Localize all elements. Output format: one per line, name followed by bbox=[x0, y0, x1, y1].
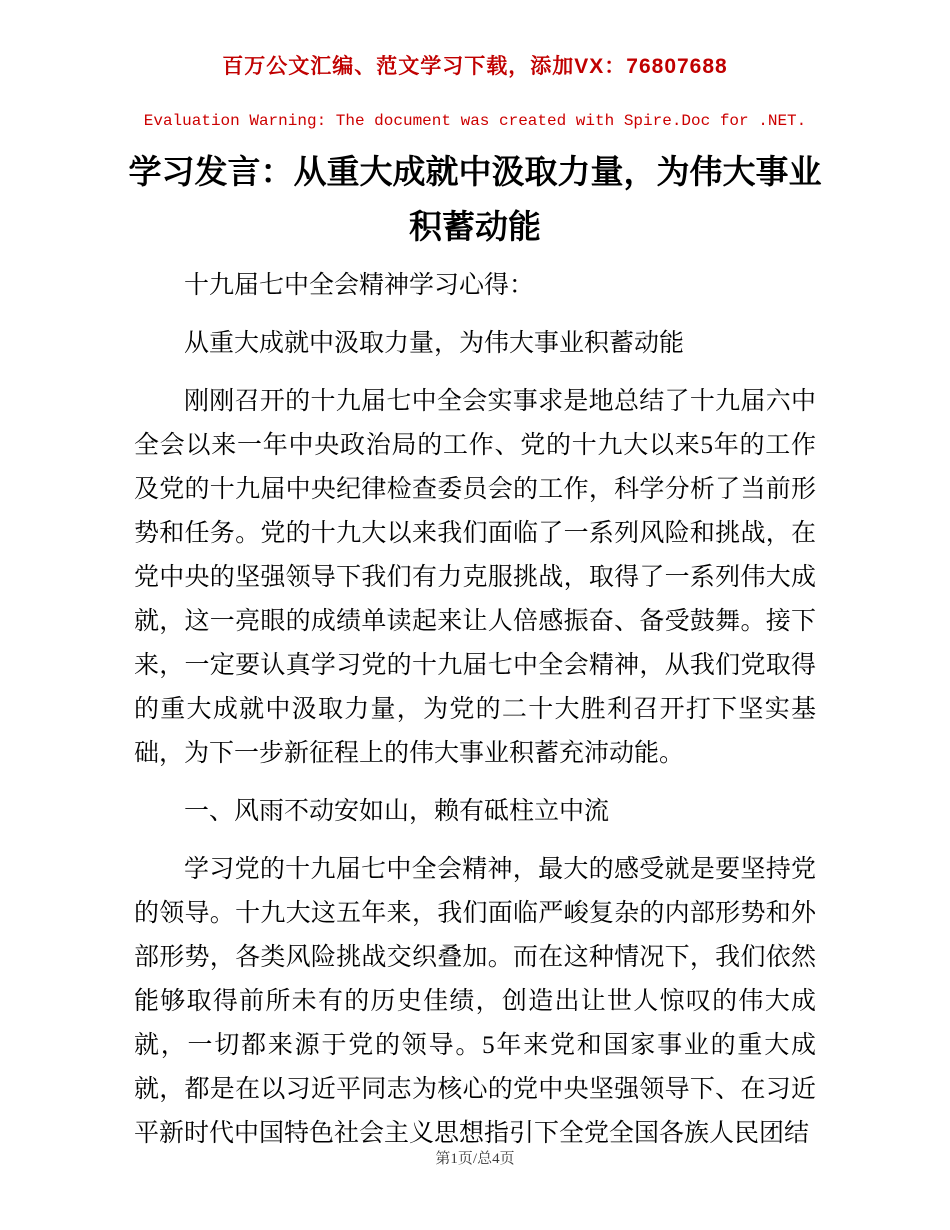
paragraph-intro: 刚刚召开的十九届七中全会实事求是地总结了十九届六中全会以来一年中央政治局的工作、党的十九大以来5年的工作及党的十九届中央纪律检查委员会的工作，科学分析了当前形势和任务。党的十九大以来我们面临了一系列风险和挑战，在党中央的坚强领导下我们有力克服挑战，取得了一系列伟大成就，这一亮眼的成绩单读起来让人倍感振奋、备受鼓舞。接下来，一定要认真学习党的十九届七中全会精神，从我们党取得的重大成就中汲取力量，为党的二十大胜利召开打下坚实基础，为下一步新征程上的伟大事业积蓄充沛动能。 bbox=[134, 388, 816, 767]
paragraph-section-1-body: 学习党的十九届七中全会精神，最大的感受就是要坚持党的领导。十九大这五年来，我们面临严峻复杂的内部形势和外部形势，各类风险挑战交织叠加。而在这种情况下，我们依然能够取得前所未有的历史佳绩，创造出让世人惊叹的伟大成就，一切都来源于党的领导。5年来党和国家事业的重大成就，都是在以习近平同志为核心的党中央坚强领导下、在习近平新时代中国特色社会主义思想指引下全党全国各族人民团结 bbox=[134, 856, 816, 1147]
paragraph-section-heading-1: 一、风雨不动安如山，赖有砥柱立中流 bbox=[184, 798, 610, 825]
document-title: 学习发言：从重大成就中汲取力量，为伟大事业积蓄动能 bbox=[128, 155, 822, 246]
page-number-indicator: 第1页/总4页 bbox=[435, 1151, 515, 1167]
evaluation-warning-text: Evaluation Warning: The document was created with Spire.Doc for .NET. bbox=[143, 112, 807, 130]
paragraph-subtitle: 从重大成就中汲取力量，为伟大事业积蓄动能 bbox=[184, 330, 685, 357]
paragraph-study-note-lead: 十九届七中全会精神学习心得： bbox=[184, 272, 535, 299]
promo-banner-text: 百万公文汇编、范文学习下载，添加VX：76807688 bbox=[222, 55, 728, 78]
document-body bbox=[134, 264, 816, 1156]
